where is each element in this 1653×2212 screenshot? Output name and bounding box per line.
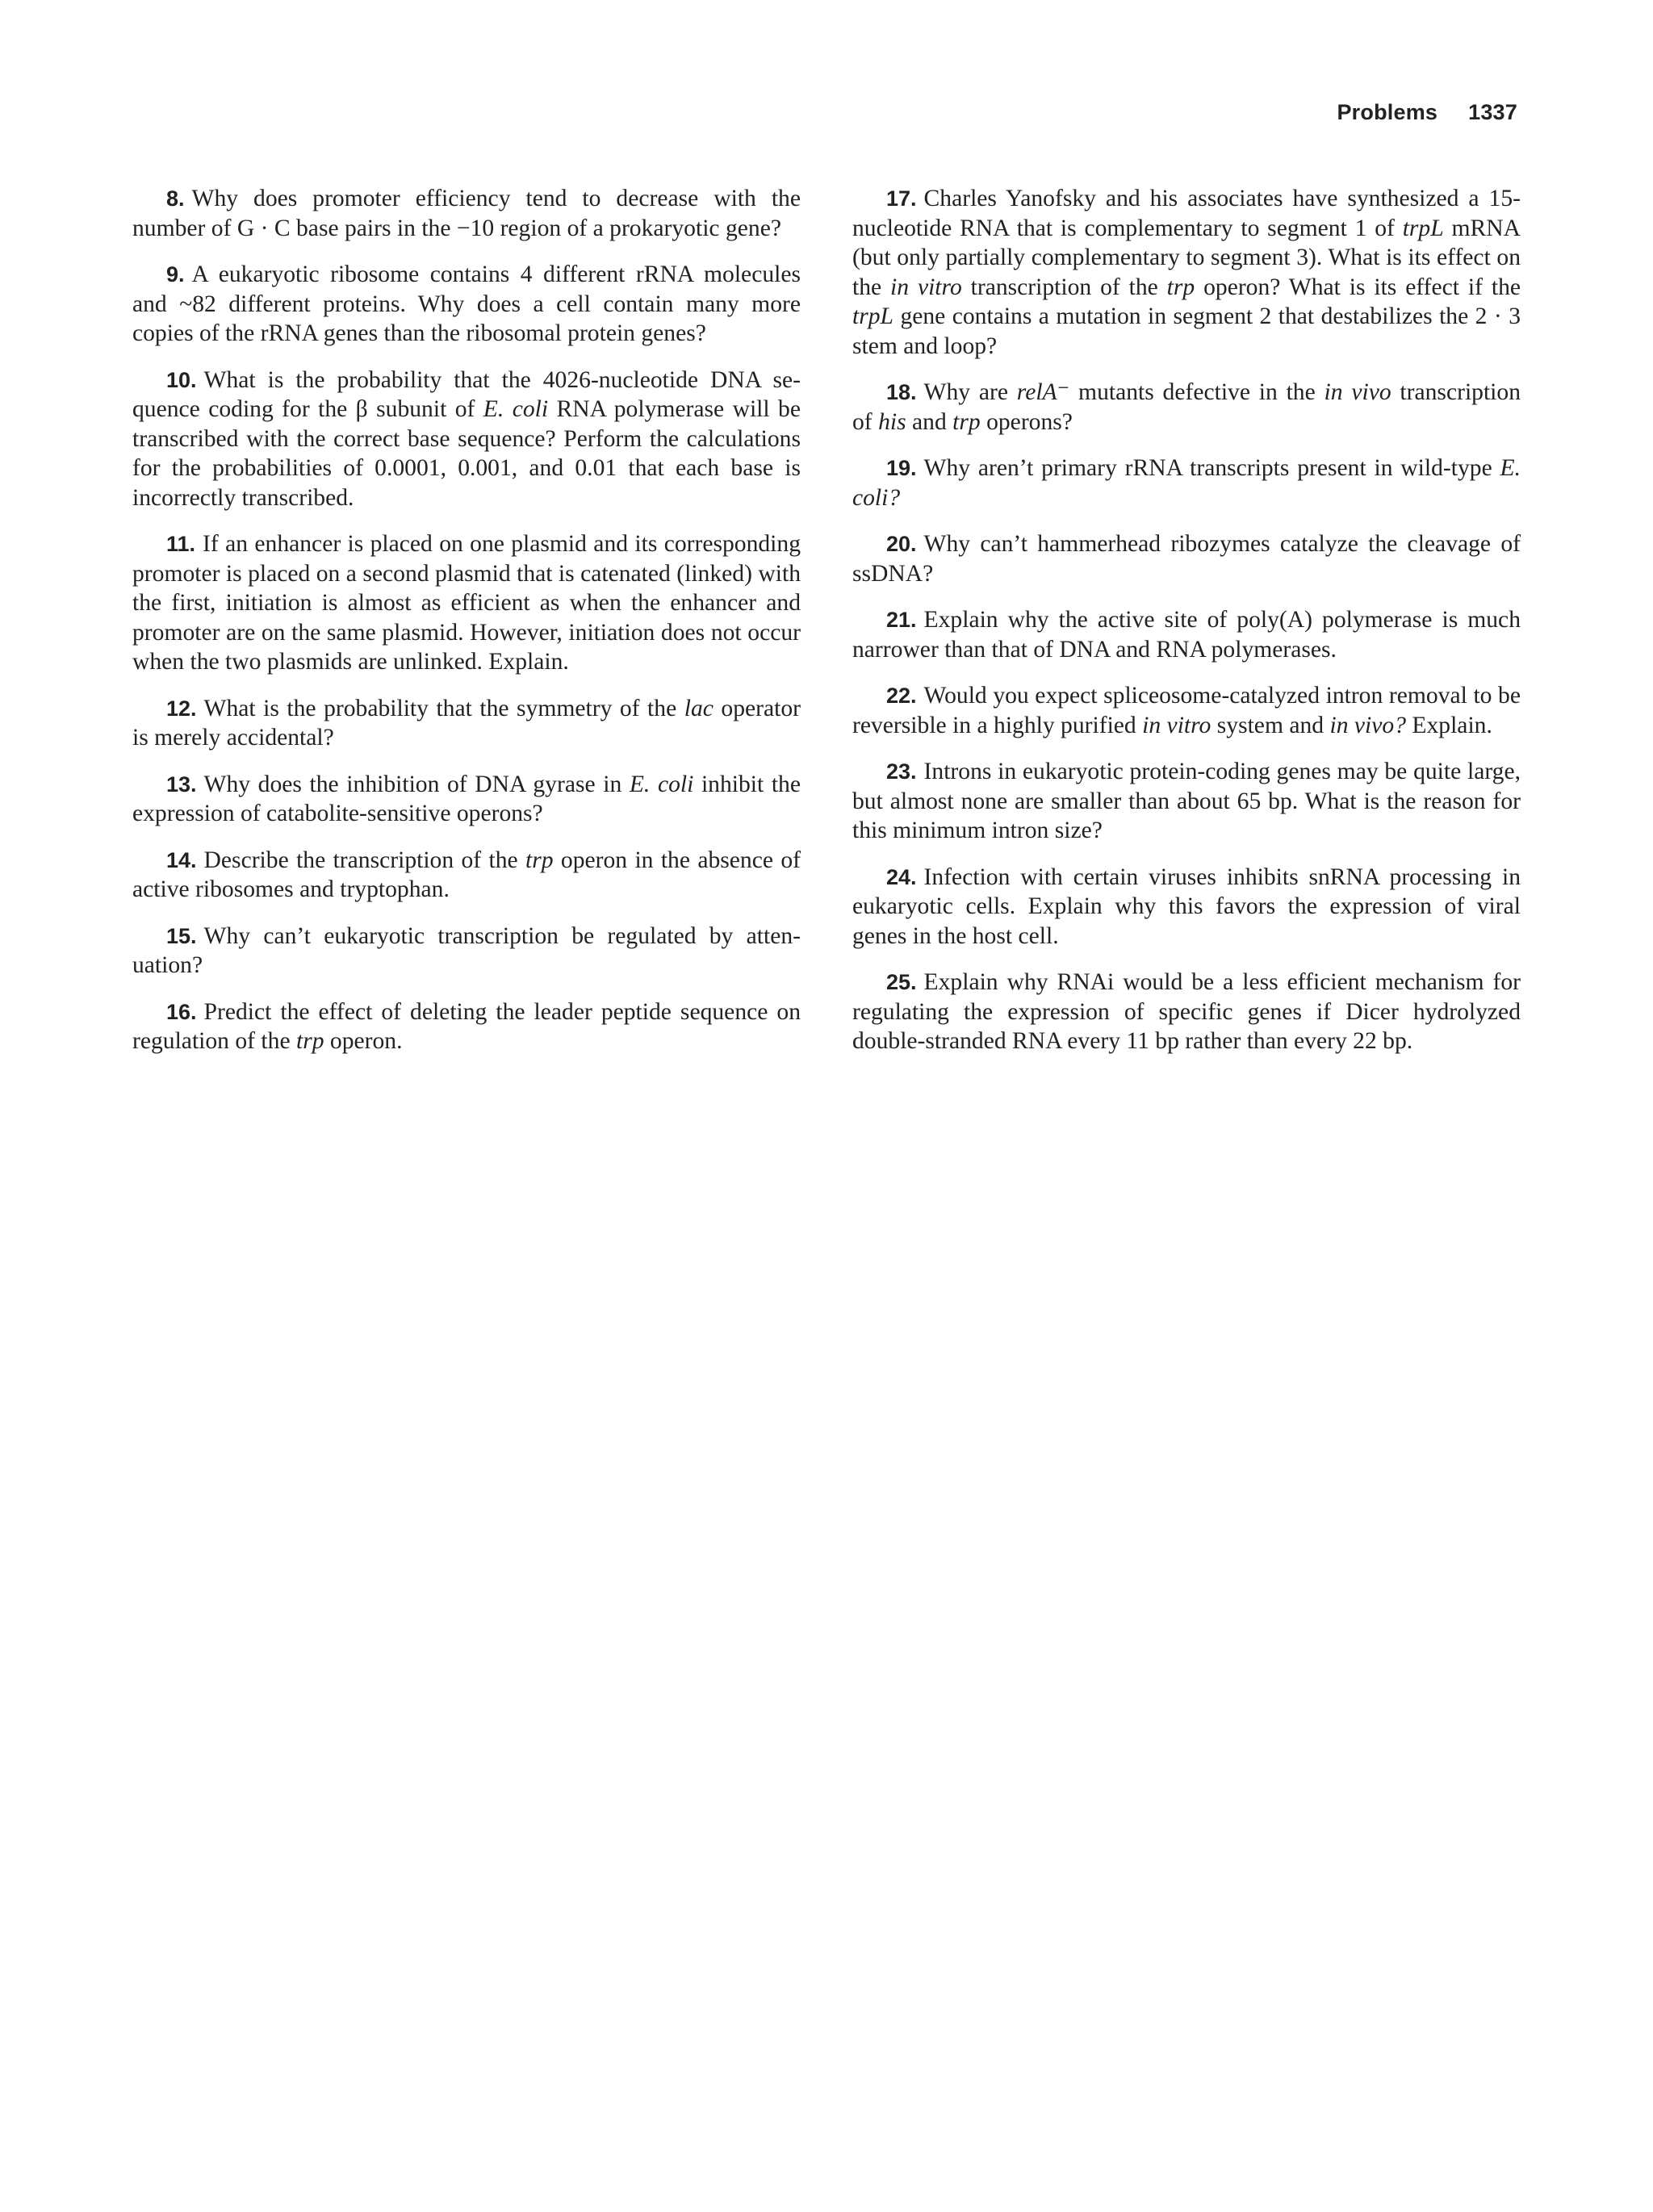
italic-term: E. coli? bbox=[852, 455, 1521, 511]
section-title: Problems bbox=[1337, 100, 1438, 124]
problem-text: Why are bbox=[923, 379, 1017, 405]
problem-text: transcription of the bbox=[961, 274, 1167, 300]
problem-text: operon in the absence of active ribosomes and tryptophan. bbox=[132, 847, 801, 902]
italic-term: E. coli bbox=[629, 771, 694, 797]
problem-text: gene contains a mutation in segment 2 that destabilizes the 2 · 3 stem and loop? bbox=[852, 303, 1521, 359]
problem-number: 11. bbox=[166, 532, 196, 556]
problem-text: What is the probability that the symmetry of the bbox=[203, 695, 684, 721]
problem-item bbox=[852, 681, 1521, 740]
problem-text: Charles Yanofsky and his associates have synthesized a 15-nucleotide RNA that is complementary to segment 1 of bbox=[852, 186, 1521, 241]
problem-text: Would you expect spliceosome-catalyzed intron removal to be reversible in a highly purified bbox=[852, 683, 1521, 738]
problem-item bbox=[852, 968, 1521, 1056]
left-column bbox=[132, 184, 801, 1073]
problem-number: 9. bbox=[166, 262, 185, 286]
problem-text: Infection with certain viruses inhibits snRNA processing in eukaryotic cells. Explain why this favors the expression of viral genes in the host cell. bbox=[852, 863, 1521, 949]
italic-term: trp bbox=[295, 1028, 324, 1054]
problem-number: 23. bbox=[886, 759, 917, 784]
problem-number: 15. bbox=[166, 923, 197, 948]
problem-text: RNA polymerase will be transcribed with the correct base sequence? Perform the calculations for the probabilities of 0.0001, 0.001, and 0.01 that each base is incorrectly transcribed. bbox=[132, 396, 801, 511]
problem-item bbox=[132, 846, 801, 905]
problem-text: operon. bbox=[324, 1028, 403, 1054]
italic-term: lac bbox=[684, 695, 714, 721]
problem-item bbox=[132, 694, 801, 753]
problem-item bbox=[132, 770, 801, 829]
italic-term: in vivo bbox=[1324, 379, 1391, 405]
problem-number: 24. bbox=[886, 864, 917, 889]
problem-item bbox=[132, 184, 801, 243]
problem-text: transcription of bbox=[852, 379, 1521, 435]
problem-text: system and bbox=[1211, 712, 1330, 738]
problem-item bbox=[852, 863, 1521, 951]
problem-text: If an enhancer is placed on one plasmid and its corresponding promoter is placed on a second plasmid that is catenated (linked) with the first, initiation is almost as efficient as when the enhancer and promoter are on the same plasmid. However, initiation does not occur when the two plasmids are unlinked. Explain. bbox=[132, 531, 801, 675]
problem-text: Introns in eukaryotic protein-coding genes may be quite large, but almost none are smaller than about 65 bp. What is the reason for this minimum intron size? bbox=[852, 759, 1521, 843]
problem-text: Predict the effect of deleting the leader peptide sequence on regulation of the bbox=[132, 998, 801, 1054]
problem-number: 16. bbox=[166, 999, 197, 1024]
problem-number: 13. bbox=[166, 771, 197, 797]
problem-text: mutants defective in the bbox=[1069, 379, 1324, 405]
problem-text: Explain. bbox=[1406, 712, 1492, 738]
italic-term: in vitro bbox=[1142, 712, 1212, 738]
italic-term: his bbox=[878, 408, 906, 435]
italic-term: trp bbox=[952, 408, 981, 435]
problem-item bbox=[852, 378, 1521, 437]
problem-text: operon? What is its effect if the bbox=[1195, 274, 1521, 300]
problem-number: 12. bbox=[166, 696, 197, 721]
problem-text: ⁻ bbox=[1057, 379, 1070, 405]
problem-text: Why can’t eukaryotic transcription be regulated by attenuation? bbox=[132, 922, 801, 978]
problem-item bbox=[852, 605, 1521, 664]
problem-item bbox=[132, 366, 801, 513]
problem-text: Describe the transcription of the bbox=[203, 847, 526, 873]
problem-number: 19. bbox=[886, 456, 917, 480]
problem-number: 17. bbox=[886, 186, 917, 211]
italic-term: relA bbox=[1016, 379, 1057, 405]
problem-text: mRNA (but only partially complementary to segment 3). What is its effect on the bbox=[852, 215, 1521, 300]
problem-text: Why does promoter efficiency tend to decrease with the number of G · C base pairs in the −10 region of a prokaryotic gene? bbox=[132, 186, 801, 241]
right-column bbox=[852, 184, 1521, 1073]
problem-text: inhibit the expression of catabolite-sensitive operons? bbox=[132, 771, 801, 826]
page-number: 1337 bbox=[1468, 100, 1517, 124]
problem-text: Why does the inhibition of DNA gyrase in bbox=[203, 771, 630, 797]
problem-text: and bbox=[906, 408, 953, 435]
running-head bbox=[1337, 100, 1517, 125]
problem-text: Why aren’t primary rRNA transcripts present in wild-type bbox=[923, 455, 1500, 481]
italic-term: trp bbox=[525, 847, 554, 873]
problem-number: 20. bbox=[886, 532, 917, 556]
problem-item bbox=[852, 184, 1521, 361]
problem-text: Explain why the active site of poly(A) polymerase is much narrower than that of DNA and RNA polymerases. bbox=[852, 607, 1521, 663]
problem-item bbox=[852, 757, 1521, 846]
problem-number: 14. bbox=[166, 847, 197, 872]
problem-text: Explain why RNAi would be a less efficient mechanism for regulating the expression of specific genes if Dicer hydrolyzed double-stranded RNA every 11 bp rather than every 22 bp. bbox=[852, 969, 1521, 1054]
italic-term: trp bbox=[1166, 274, 1195, 300]
italic-term: trpL bbox=[852, 303, 893, 329]
italic-term: trpL bbox=[1402, 215, 1444, 241]
problem-number: 18. bbox=[886, 380, 917, 404]
problem-item bbox=[132, 260, 801, 349]
problem-item bbox=[132, 922, 801, 981]
problem-number: 22. bbox=[886, 684, 917, 708]
problem-number: 8. bbox=[166, 186, 185, 211]
problem-number: 10. bbox=[166, 367, 197, 392]
problem-text: A eukaryotic ribosome contains 4 different rRNA molecules and ~82 different proteins. Why does a cell contain many more copies of the rRNA genes than the ribosomal protein genes? bbox=[132, 261, 801, 346]
problem-number: 21. bbox=[886, 608, 917, 632]
italic-term: in vivo? bbox=[1329, 712, 1407, 738]
problem-text: What is the probability that the 4026-nucleotide DNA sequence coding for the β subunit of bbox=[132, 366, 801, 422]
problem-text: operons? bbox=[980, 408, 1073, 435]
problem-item bbox=[852, 529, 1521, 588]
italic-term: E. coli bbox=[483, 396, 549, 422]
problem-number: 25. bbox=[886, 970, 917, 994]
italic-term: in vitro bbox=[890, 274, 962, 300]
problem-item bbox=[132, 529, 801, 677]
problem-item bbox=[852, 454, 1521, 512]
problem-item bbox=[132, 997, 801, 1056]
problem-text: operator is merely accidental? bbox=[132, 695, 801, 751]
problem-text: Why can’t hammerhead ribozymes catalyze the cleavage of ssDNA? bbox=[852, 531, 1521, 587]
